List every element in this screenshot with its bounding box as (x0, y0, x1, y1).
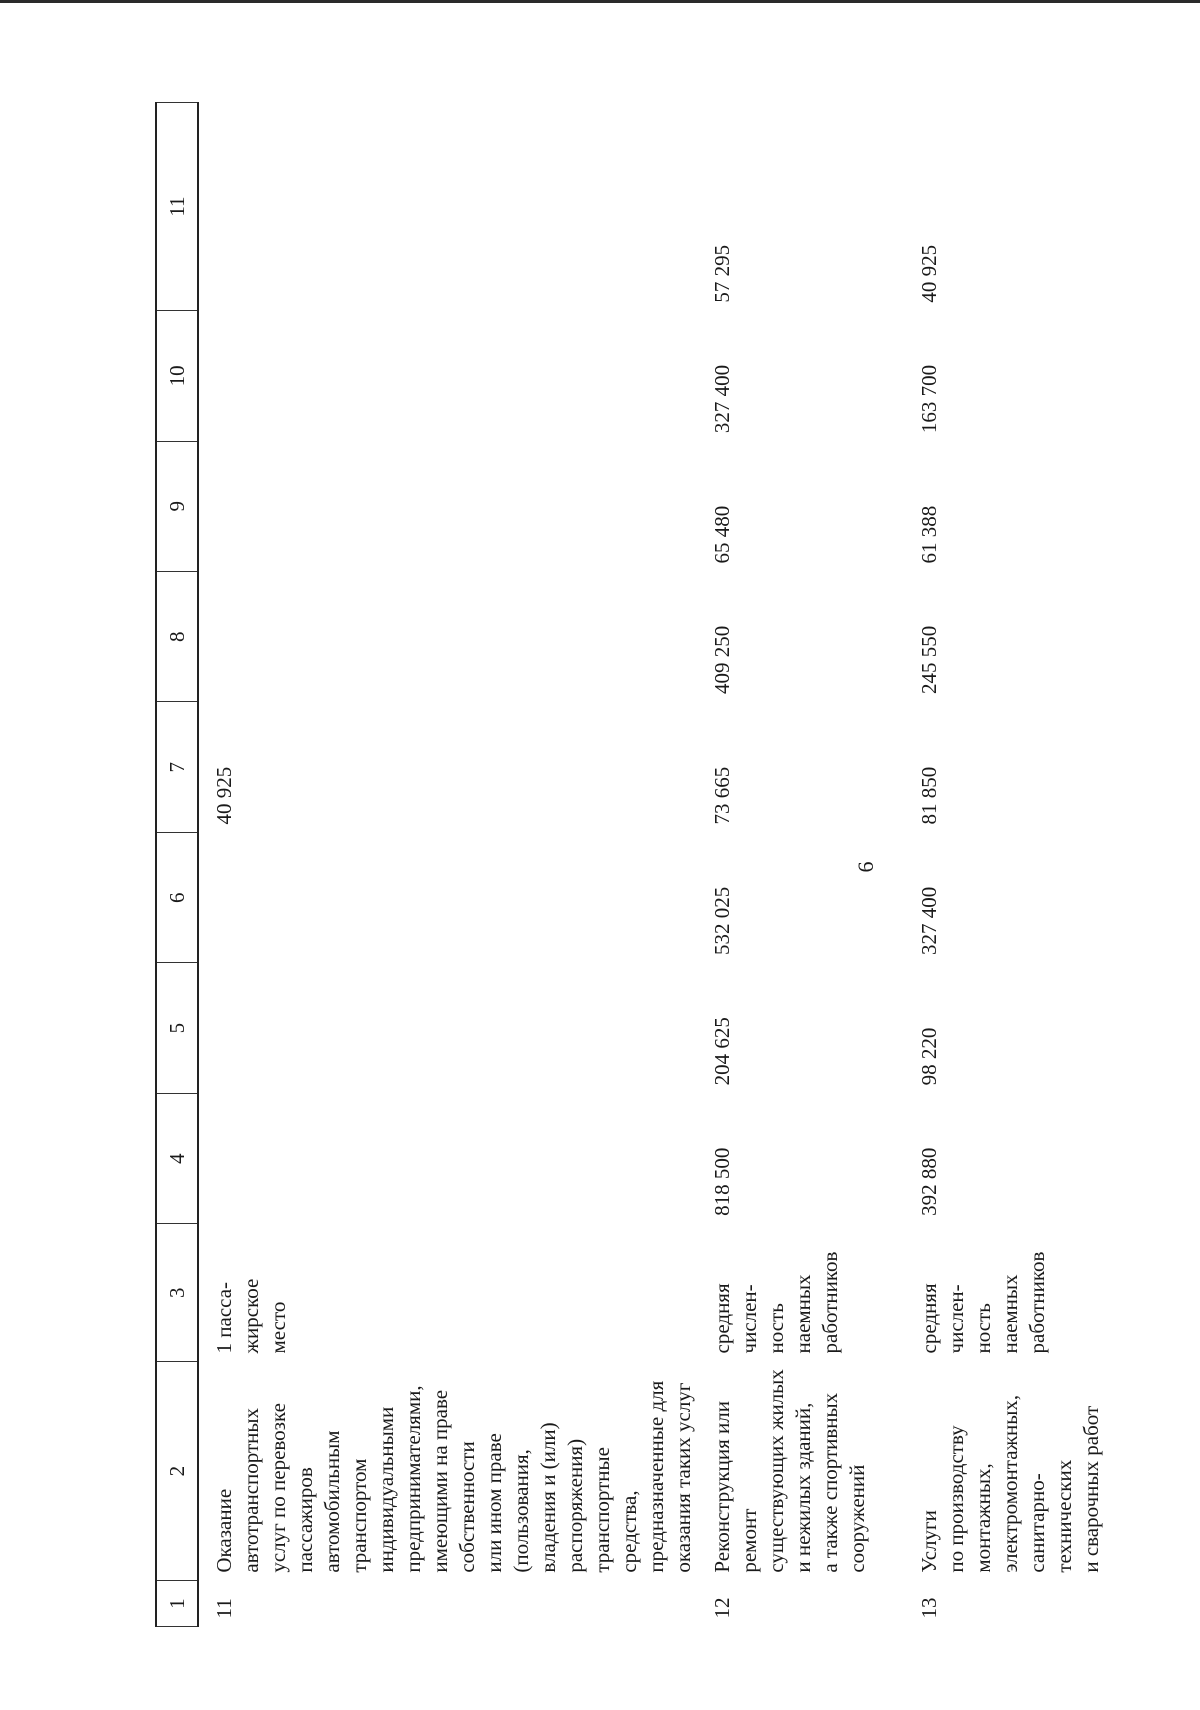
value-cell-col5: 204 625 (710, 1017, 734, 1086)
column-header: 2 (156, 1361, 198, 1580)
row-number: 12 (710, 1597, 734, 1619)
column-header: 9 (156, 441, 198, 571)
activity-name: Оказание автотранспортных услуг по перевозке пассажиров автомобильным транспортом индивидуальными предпринимателями, имеющими на праве собственности или ином праве (пользования, владения и (или) распоряжения) транспортные средства, предназначенные для оказания таких услуг (212, 1380, 695, 1573)
scan-edge-line (0, 0, 1200, 3)
value-cell-col5 (198, 963, 697, 1093)
value-cell-col9 (198, 441, 697, 571)
value-cell-col8 (198, 572, 697, 702)
activity-name: Реконструкция или ремонт существующих жилых и нежилых зданий, а также спортивных сооружений (710, 1369, 869, 1573)
column-header: 5 (156, 963, 198, 1093)
table-row (697, 103, 904, 1627)
rotated-landscape-content (155, 102, 1155, 1627)
page-number: 6 (853, 861, 878, 873)
value-cell-col10: 163 700 (917, 364, 941, 434)
value-cell-col7: 81 850 (917, 766, 941, 825)
row-number: 11 (212, 1598, 236, 1619)
value-cell-col6: 532 025 (710, 886, 734, 955)
value-cell-col7: 40 925 (212, 766, 236, 825)
value-cell-col6: 327 400 (917, 886, 941, 955)
table-row (904, 103, 1146, 1627)
column-header: 1 (156, 1581, 198, 1627)
column-header: 4 (156, 1093, 198, 1223)
value-cell-col9: 61 388 (917, 505, 941, 564)
row-number: 13 (917, 1597, 941, 1619)
column-header: 6 (156, 832, 198, 962)
activity-name: Услуги по производству монтажных, электромонтажных, санитарно- технических и сварочных работ (917, 1394, 1103, 1573)
value-cell-col9: 65 480 (710, 505, 734, 564)
column-header: 3 (156, 1224, 198, 1362)
physical-indicator: средняя числен- ность наемных работников (917, 1251, 1049, 1354)
value-cell-col8: 245 550 (917, 625, 941, 694)
value-cell-col6 (198, 832, 697, 962)
value-cell-col5: 98 220 (917, 1027, 941, 1086)
value-cell-col4: 818 500 (710, 1147, 734, 1216)
value-cell-col11: 40 925 (917, 244, 941, 303)
physical-indicator: 1 пасса- жирское место (212, 1278, 290, 1354)
value-cell-col4 (198, 1093, 697, 1223)
table-row (198, 103, 697, 1627)
value-cell-col8: 409 250 (710, 625, 734, 694)
value-cell-col7: 73 665 (710, 766, 734, 825)
value-cell-col10: 327 400 (710, 364, 734, 434)
column-header: 10 (156, 311, 198, 441)
physical-indicator: средняя числен- ность наемных работников (710, 1251, 842, 1354)
value-cell-col11: 57 295 (710, 244, 734, 303)
value-cell-col11 (198, 103, 697, 311)
header-row (156, 103, 198, 1627)
value-cell-col10 (198, 311, 697, 441)
value-cell-col4: 392 880 (917, 1147, 941, 1216)
tax-rates-table (155, 102, 1146, 1627)
column-header: 11 (156, 103, 198, 311)
column-header: 7 (156, 702, 198, 832)
column-header: 8 (156, 572, 198, 702)
